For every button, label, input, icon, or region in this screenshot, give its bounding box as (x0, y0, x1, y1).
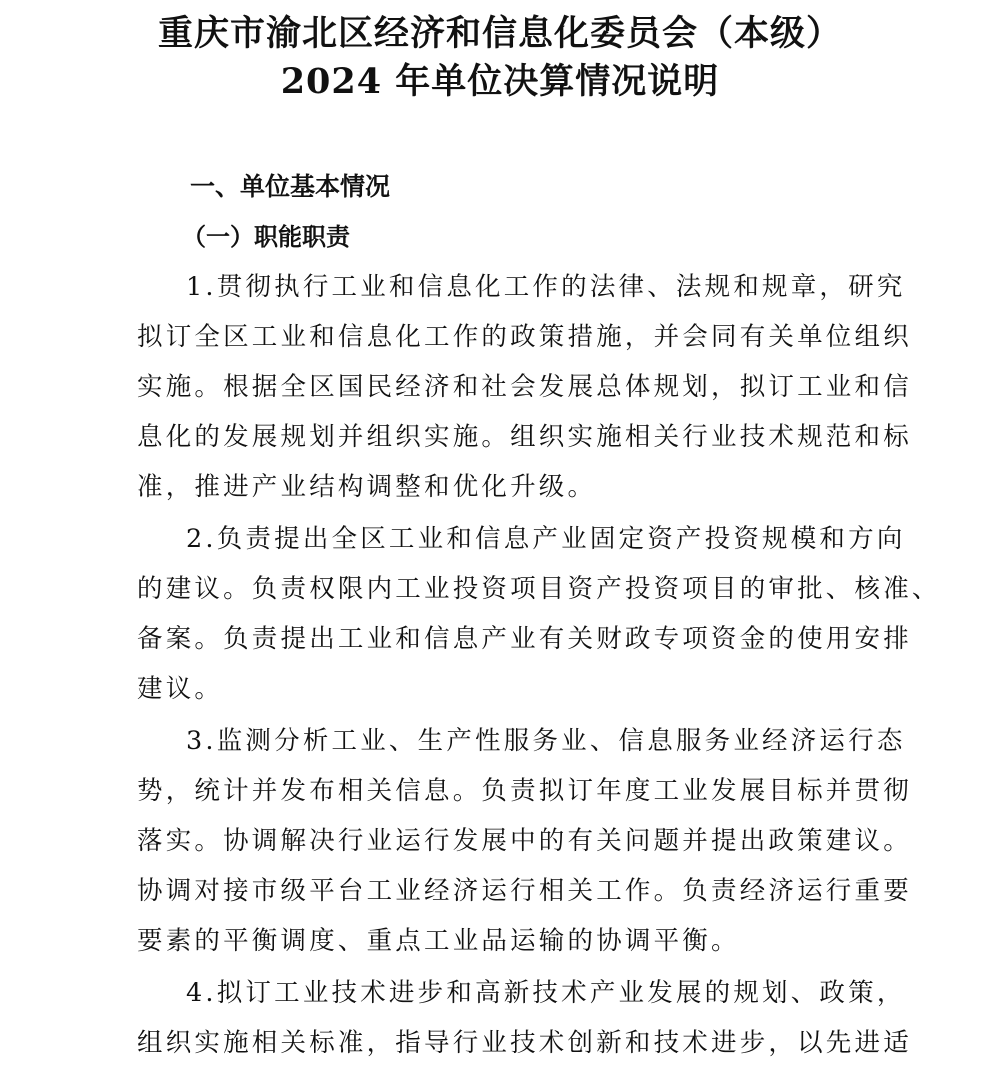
paragraph-line: 4.拟订工业技术进步和高新技术产业发展的规划、政策， (186, 978, 906, 1008)
document-title-line1: 重庆市渝北区经济和信息化委员会（本级） (157, 13, 842, 54)
paragraph-line: 的建议。负责权限内工业投资项目资产投资项目的审批、核准、 (137, 574, 941, 604)
paragraph-line: 2.负责提出全区工业和信息产业固定资产投资规模和方向 (186, 524, 906, 554)
paragraph-line: 要素的平衡调度、重点工业品运输的协调平衡。 (137, 926, 740, 956)
paragraph-line: 协调对接市级平台工业经济运行相关工作。负责经济运行重要 (137, 876, 912, 906)
paragraph-line: 准，推进产业结构调整和优化升级。 (137, 472, 597, 502)
paragraph-line: 备案。负责提出工业和信息产业有关财政专项资金的使用安排 (137, 624, 912, 654)
document-title-line2: 2024 年单位决算情况说明 (280, 61, 720, 102)
subsection-heading: （一）职能职责 (182, 223, 350, 251)
paragraph-line: 落实。协调解决行业运行发展中的有关问题并提出政策建议。 (137, 826, 912, 856)
paragraph-line: 势，统计并发布相关信息。负责拟订年度工业发展目标并贯彻 (137, 776, 912, 806)
paragraph-line: 3.监测分析工业、生产性服务业、信息服务业经济运行态 (186, 726, 906, 756)
paragraph-line: 息化的发展规划并组织实施。组织实施相关行业技术规范和标 (137, 422, 912, 452)
paragraph-line: 组织实施相关标准，指导行业技术创新和技术进步，以先进适 (137, 1028, 912, 1058)
paragraph-line: 拟订全区工业和信息化工作的政策措施，并会同有关单位组织 (137, 322, 912, 352)
paragraph-line: 1.贯彻执行工业和信息化工作的法律、法规和规章，研究 (186, 272, 906, 302)
paragraph-line: 建议。 (137, 674, 224, 704)
section-heading: 一、单位基本情况 (190, 172, 391, 201)
paragraph-line: 实施。根据全区国民经济和社会发展总体规划，拟订工业和信 (137, 372, 912, 402)
